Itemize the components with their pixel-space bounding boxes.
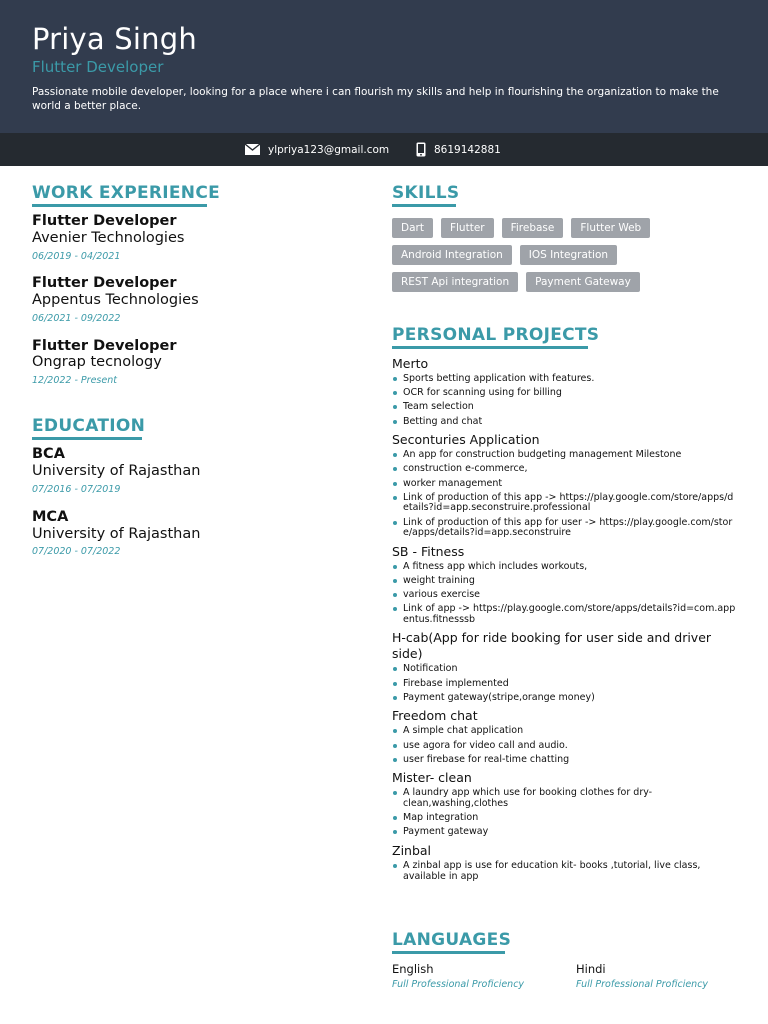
skill-row: [392, 272, 742, 292]
project-bullet: A laundry app which use for booking clothes for dry-clean,washing,clothes: [392, 788, 737, 809]
projects-list: [392, 356, 737, 887]
work-company: Ongrap tecnology: [32, 354, 162, 370]
education-school: University of Rajasthan: [32, 526, 201, 542]
education-heading-underline: [32, 437, 142, 440]
projects-heading: PERSONAL PROJECTS: [392, 325, 600, 345]
work-dates: 06/2019 - 04/2021: [32, 251, 121, 262]
project-title: H-cab(App for ride booking for user side and driver side): [392, 630, 712, 662]
project-bullet: use agora for video call and audio.: [392, 741, 737, 752]
email-text: ylpriya123@gmail.com: [268, 143, 390, 156]
project-item: [392, 770, 737, 838]
project-bullet: Betting and chat: [392, 417, 737, 428]
languages-heading-underline: [392, 951, 505, 954]
skills-heading-underline: [392, 204, 456, 207]
language-item: [576, 962, 708, 990]
work-role: Flutter Developer: [32, 338, 177, 354]
skill-tag: Dart: [392, 218, 433, 238]
language-level: Full Professional Proficiency: [576, 979, 709, 990]
phone-contact[interactable]: [416, 133, 501, 166]
project-item: [392, 843, 737, 882]
project-bullet: construction e-commerce,: [392, 464, 737, 475]
project-bullet: Map integration: [392, 813, 737, 824]
project-title: Seconturies Application: [392, 432, 540, 448]
education-dates: 07/2020 - 07/2022: [32, 546, 121, 557]
education-heading: EDUCATION: [32, 416, 146, 436]
resume-header: [0, 0, 768, 133]
project-bullet: A simple chat application: [392, 726, 737, 737]
project-title: Merto: [392, 356, 429, 371]
project-bullet: Link of production of this app for user -> https://play.google.com/store/apps/details?id=app.seconstruire: [392, 518, 737, 539]
skill-tag: Android Integration: [392, 245, 512, 265]
education-school: University of Rajasthan: [32, 463, 201, 479]
projects-heading-underline: [392, 346, 588, 349]
project-bullet: OCR for scanning using for billing: [392, 388, 737, 399]
project-title: Freedom chat: [392, 708, 478, 724]
project-item: [392, 356, 737, 427]
skill-row: [392, 218, 742, 238]
work-heading-underline: [32, 204, 207, 207]
work-role: Flutter Developer: [32, 275, 177, 291]
work-role: Flutter Developer: [32, 213, 177, 229]
project-bullet: Link of production of this app -> https://play.google.com/store/apps/details?id=app.seconstruire.professional: [392, 493, 737, 514]
phone-text: 8619142881: [434, 143, 501, 156]
language-name: English: [392, 962, 434, 976]
project-item: [392, 630, 737, 703]
project-bullet: worker management: [392, 479, 737, 490]
skills-heading: SKILLS: [392, 183, 460, 203]
work-company: Avenier Technologies: [32, 230, 185, 246]
education-degree: BCA: [32, 446, 65, 462]
project-bullet: Link of app -> https://play.google.com/store/apps/details?id=com.appentus.fitnesssb: [392, 604, 737, 625]
project-item: [392, 544, 737, 626]
skills-list: [392, 218, 742, 299]
project-title: Zinbal: [392, 842, 432, 858]
contact-bar: [0, 133, 768, 166]
skill-tag: Payment Gateway: [526, 272, 640, 292]
project-title: Mister- clean: [392, 770, 472, 786]
project-item: [392, 708, 737, 765]
project-item: [392, 432, 737, 539]
profile-summary: Passionate mobile developer, looking for a place where i can flourish my skills and help in flourishing the organization to make the world a better place.: [32, 86, 719, 112]
skill-tag: IOS Integration: [520, 245, 617, 265]
work-dates: 12/2022 - Present: [32, 375, 117, 386]
project-bullet: Sports betting application with features.: [392, 374, 737, 385]
project-bullet: A zinbal app is use for education kit- books ,tutorial, live class, available in app: [392, 861, 737, 882]
candidate-title: Flutter Developer: [32, 58, 164, 76]
email-contact[interactable]: [245, 133, 389, 166]
skill-tag: Flutter Web: [571, 218, 650, 238]
project-bullet: Team selection: [392, 402, 737, 413]
language-item: [392, 962, 524, 990]
language-level: Full Professional Proficiency: [392, 979, 525, 990]
project-bullet: user firebase for real-time chatting: [392, 755, 737, 766]
language-name: Hindi: [576, 962, 606, 976]
work-heading: WORK EXPERIENCE: [32, 183, 221, 203]
project-bullet: weight training: [392, 576, 737, 587]
project-bullet: Payment gateway: [392, 827, 737, 838]
education-degree: MCA: [32, 509, 69, 525]
project-bullet: Notification: [392, 664, 737, 675]
work-company: Appentus Technologies: [32, 292, 199, 308]
project-title: SB - Fitness: [392, 543, 465, 559]
project-bullet: An app for construction budgeting management Milestone: [392, 450, 737, 461]
project-bullet: A fitness app which includes workouts,: [392, 562, 737, 573]
skill-tag: Firebase: [502, 218, 564, 238]
phone-icon: [416, 142, 426, 157]
work-dates: 06/2021 - 09/2022: [32, 313, 121, 324]
skill-tag: REST Api integration: [392, 272, 518, 292]
envelope-icon: [245, 144, 260, 155]
candidate-name: Priya Singh: [32, 22, 197, 56]
project-bullet: Firebase implemented: [392, 679, 737, 690]
education-dates: 07/2016 - 07/2019: [32, 484, 121, 495]
project-bullet: various exercise: [392, 590, 737, 601]
languages-heading: LANGUAGES: [392, 930, 512, 950]
skill-row: [392, 245, 742, 265]
project-bullet: Payment gateway(stripe,orange money): [392, 693, 737, 704]
skill-tag: Flutter: [441, 218, 494, 238]
